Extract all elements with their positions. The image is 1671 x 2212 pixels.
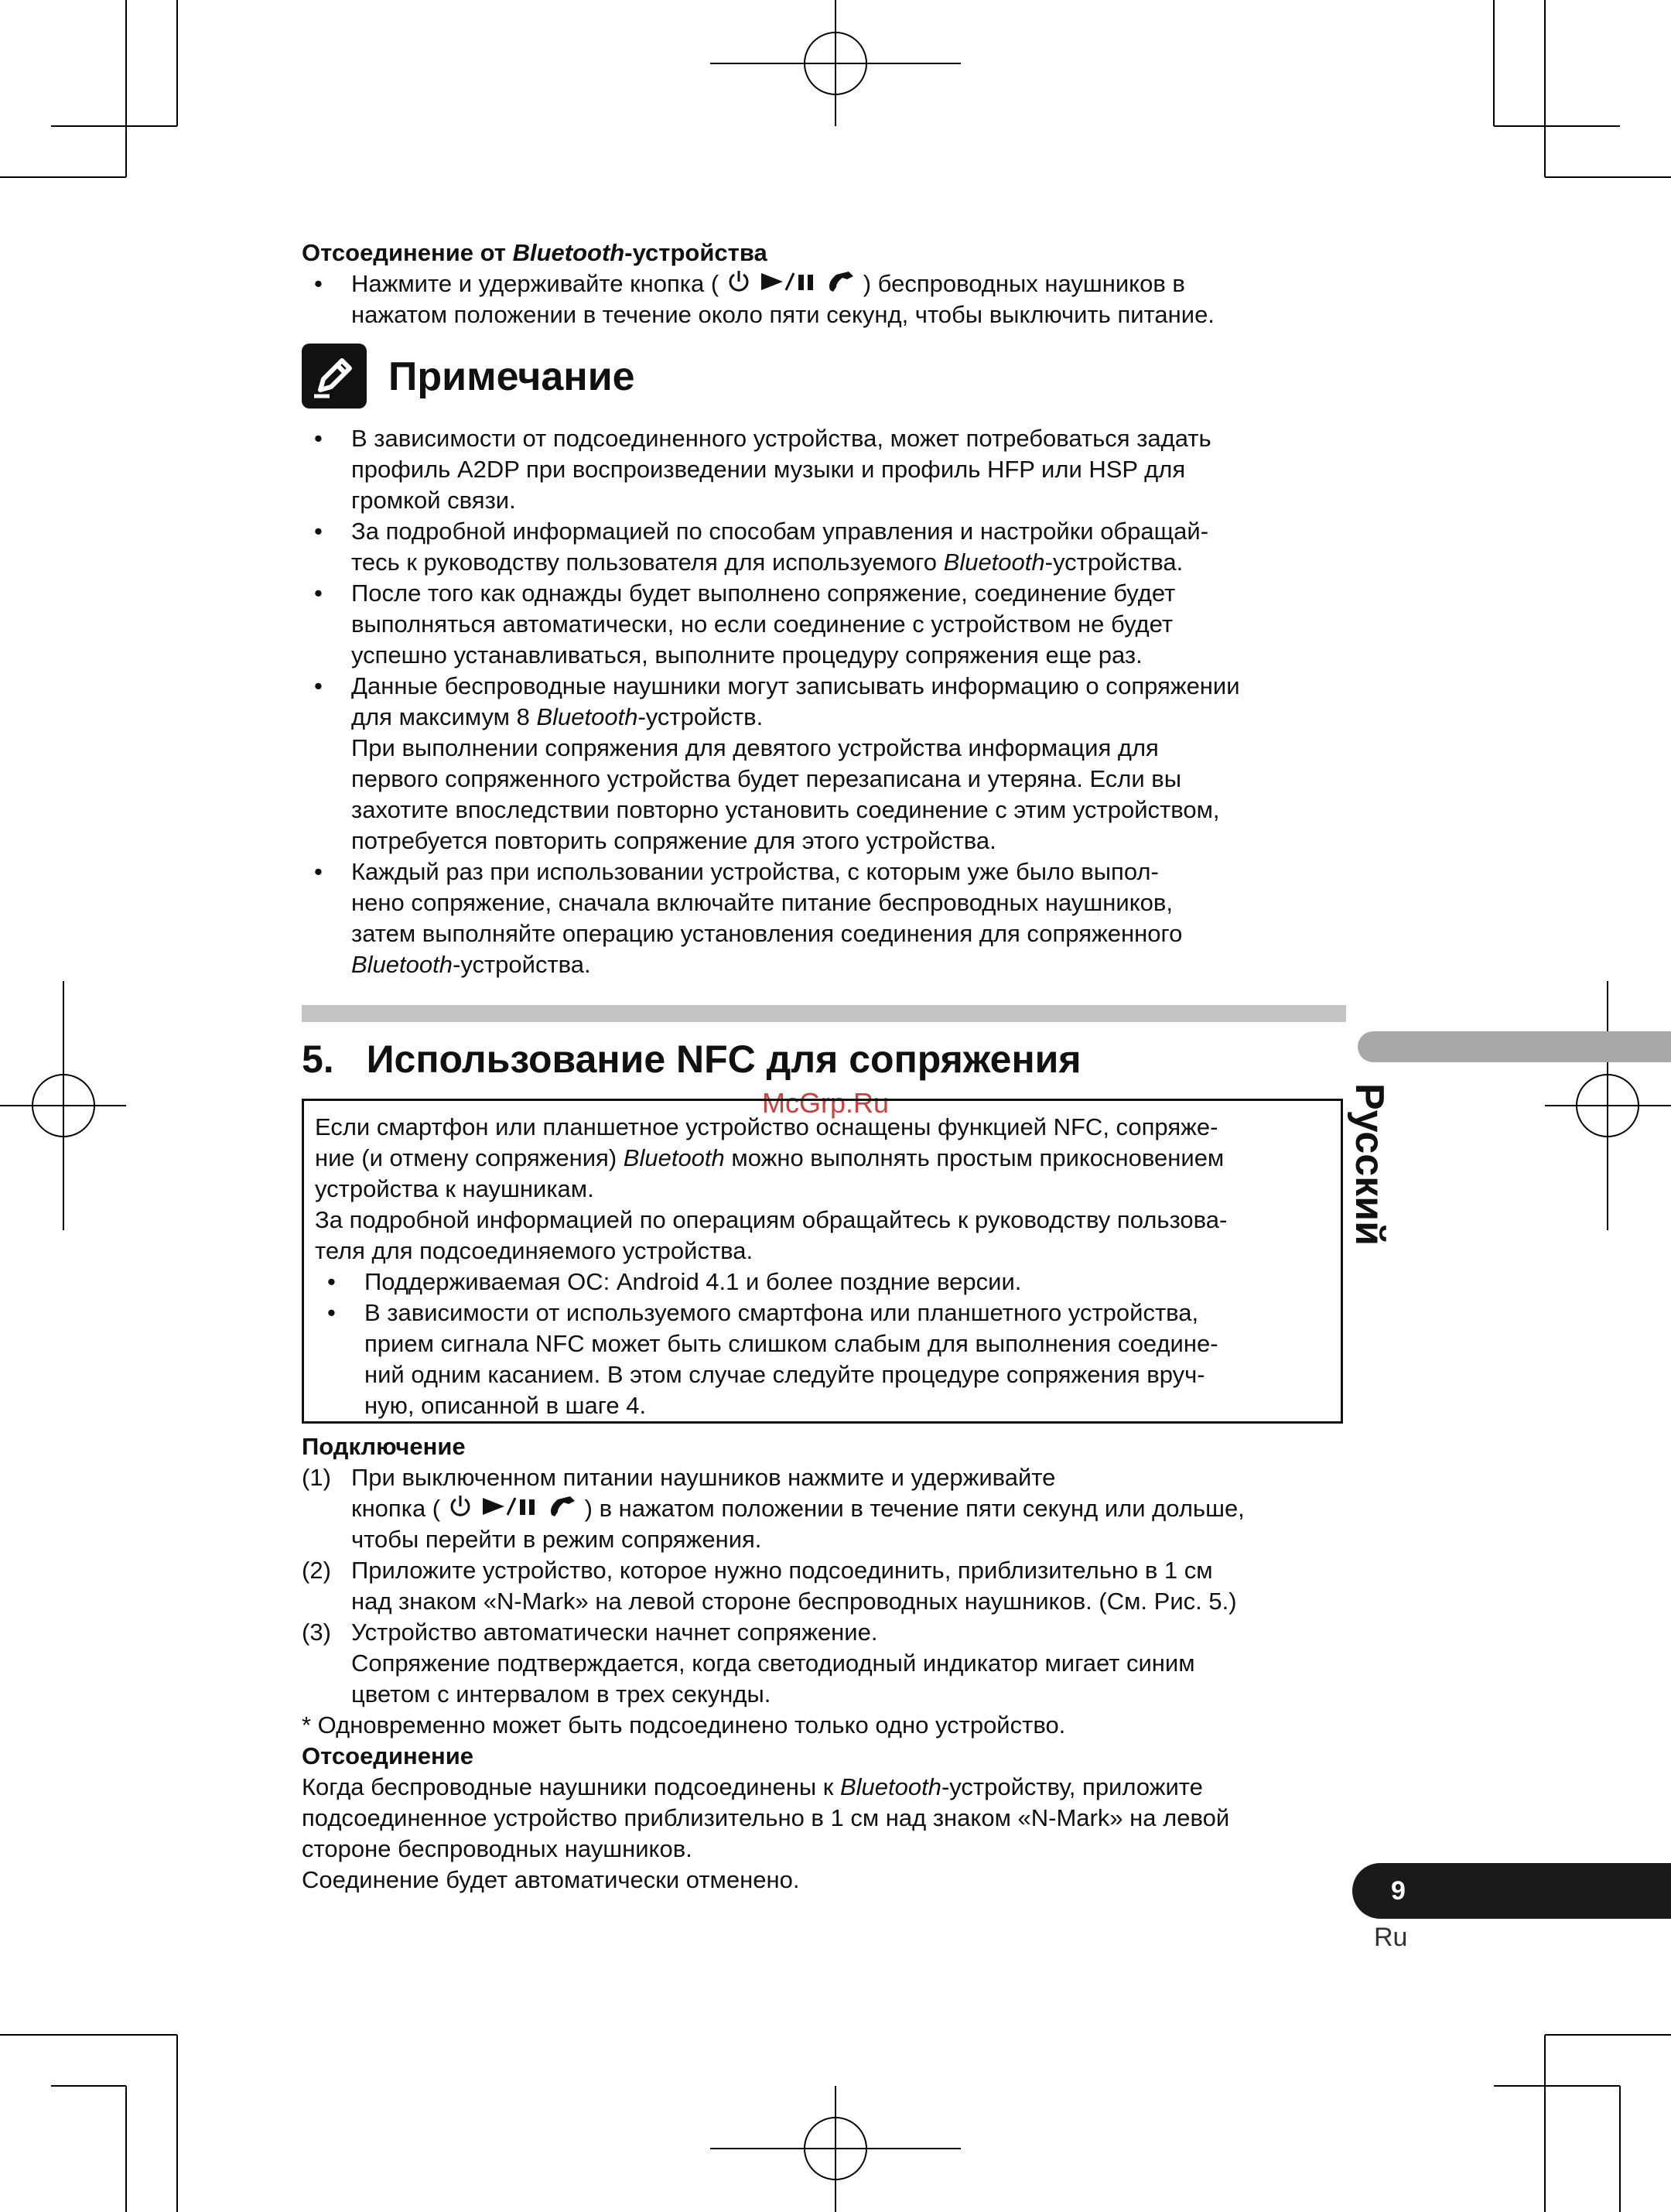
note-title: Примечание — [388, 354, 635, 399]
disconnect-section — [302, 238, 1346, 330]
list-item: • Поддерживаемая ОС: Android 4.1 и более поздние версии. — [327, 1268, 1022, 1295]
page-language: Ru — [1374, 1923, 1408, 1952]
nfc-info-box: Если смартфон или планшетное устройство оснащены функцией NFC, сопряже- ние (и отмену сопряжения) Bluetooth можно выполнять простым прикосновением устройства к наушникам. За подробной информацией по операциям обращайтесь к руководству пользова- теля для подсоединяемого устройства. • Поддерживаемая ОС: Android 4.1 и более поздние версии. • В зависимости от используемого смартфона или планшетного устройства, прием сигнала NFC может быть слишком слабым для выполнения соедине- ний одним касанием. В этом случае следуйте процедуре сопряжения вруч- ную, описанной в шаге 4. — [302, 1099, 1343, 1424]
side-tab-label: Русский — [1347, 1083, 1392, 1246]
note-list — [302, 423, 1354, 980]
connect-heading: Подключение — [302, 1433, 466, 1460]
disconnect-bullet: • Нажмите и удерживайте кнопка ( ) беспроводных наушников в нажатом положении в течение около пяти секунд, чтобы выключить питание. — [314, 270, 1215, 328]
play-pause-icon — [480, 1493, 540, 1520]
section-5-heading — [302, 1032, 1082, 1086]
pencil-icon — [302, 344, 367, 409]
list-item: • В зависимости от используемого смартфона или планшетного устройства, прием сигнала NFC может быть слишком слабым для выполнения соедине- ний одним касанием. В этом случае следуйте процедуре сопряжения вруч- ную, описанной в шаге 4. — [327, 1299, 1218, 1419]
section-divider-bar — [302, 1005, 1346, 1022]
disconnect2-text: Когда беспроводные наушники подсоединены к Bluetooth-устройству, приложите подсоединенное устройство приблизительно в 1 см над знаком «N-Mark» на левой стороне беспроводных наушников. Соединение будет автоматически отменено. — [302, 1773, 1230, 1893]
power-icon — [447, 1493, 473, 1520]
connect-section — [302, 1431, 1354, 1896]
step-item: (1) При выключенном питании наушников нажмите и удерживайте кнопка ( ) в нажатом положении в течение пяти секунд или дольше, чтобы перейти в режим сопряжения. — [302, 1464, 1245, 1553]
section-title: Использование NFC для сопряжения — [366, 1038, 1082, 1081]
play-pause-icon — [758, 268, 818, 295]
page-number: 9 — [1352, 1863, 1671, 1919]
side-tab-bar — [1358, 1031, 1671, 1062]
disconnect-heading: Отсоединение от Bluetooth-устройства — [302, 239, 767, 266]
disconnect2-heading: Отсоединение — [302, 1742, 474, 1769]
list-item: • Каждый раз при использовании устройства, с которым уже было выпол- нено сопряжение, сначала включайте питание беспроводных наушников, затем выполняйте операцию установления соединения для сопряженного Bluetooth-устройства. — [314, 858, 1183, 978]
power-icon — [726, 268, 752, 295]
step-item: (2) Приложите устройство, которое нужно подсоединить, приблизительно в 1 см над знаком «N-Mark» на левой стороне беспроводных наушников. (См. Рис. 5.) — [302, 1557, 1237, 1615]
footnote: * Одновременно может быть подсоединено только одно устройство. — [302, 1711, 1066, 1738]
list-item: • За подробной информацией по способам управления и настройки обращай- тесь к руководству пользователя для используемого Bluetooth-устройства. — [314, 518, 1209, 576]
list-item: • Данные беспроводные наушники могут записывать информацию о сопряжении для максимум 8 Bluetooth-устройств. При выполнении сопряжения для девятого устройства информация для первого сопряженного устройства будет перезаписана и утеряна. Если вы захотите впоследствии повторно установить соединение с этим устройством, потребуется повторить сопряжение для этого устройства. — [314, 672, 1240, 854]
list-item: • После того как однажды будет выполнено сопряжение, соединение будет выполняться автоматически, но если соединение с устройством не будет успешно устанавливаться, выполните процедуру сопряжения еще раз. — [314, 579, 1176, 668]
phone-icon — [547, 1493, 578, 1520]
list-item: • В зависимости от подсоединенного устройства, может потребоваться задать профиль A2DP при воспроизведении музыки и профиль HFP или HSP для громкой связи. — [314, 425, 1211, 514]
note-icon — [302, 344, 367, 409]
watermark: McGrp.Ru — [762, 1087, 890, 1119]
step-item: (3) Устройство автоматически начнет сопряжение. Сопряжение подтверждается, когда светодиодный индикатор мигает синим цветом с интервалом в трех секунды. — [302, 1619, 1195, 1708]
section-number: 5. — [302, 1038, 334, 1081]
phone-icon — [825, 268, 856, 295]
